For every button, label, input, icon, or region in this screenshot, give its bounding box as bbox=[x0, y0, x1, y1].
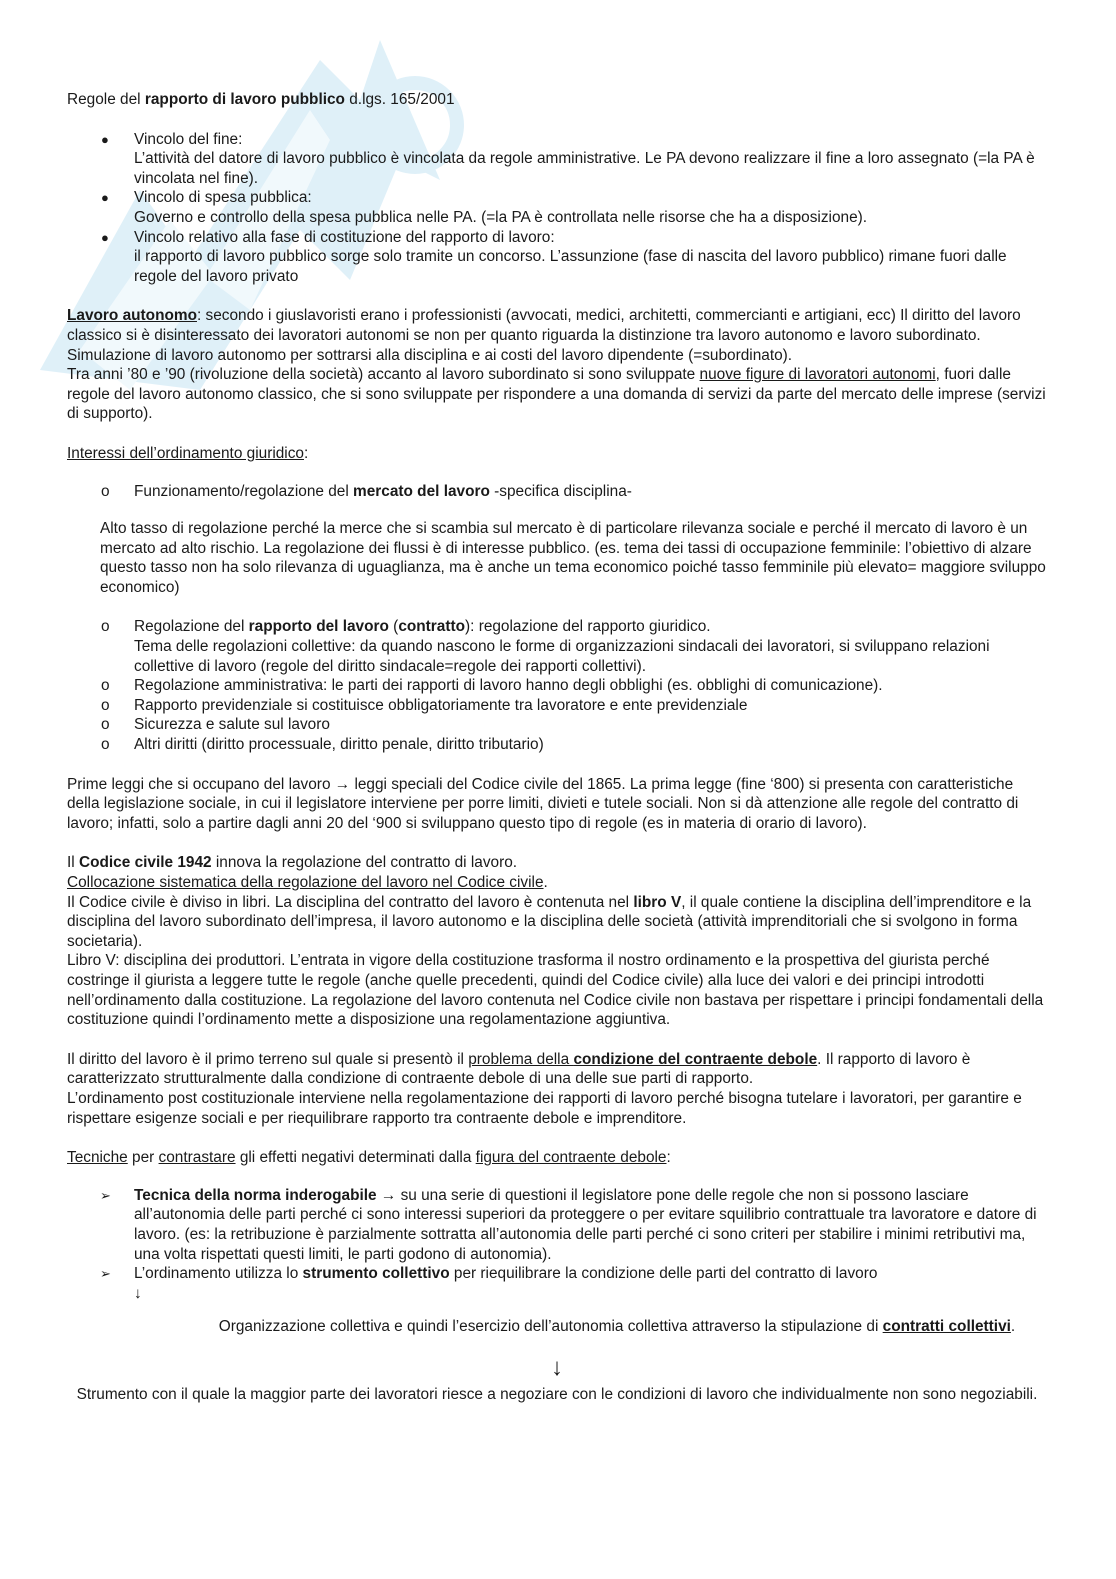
bullet-icon: ● bbox=[101, 190, 109, 206]
list-item: ➢ Tecnica della norma inderogabile → su una serie di questioni il legislatore pone delle regole che non si possono lasciare all’autonomia delle parti perché ci sono interessi superiori da proteggere o per evitare squilibrio contrattuale tra lavoratore e datore di lavoro. (es: la retribuzione è parzialmente sottratta all’autonomia delle parti perché ci sono criteri per stabilire i minimi retributivi ma, una volta rispettati questi limiti, le parti godono di autonomia). bbox=[100, 1186, 1037, 1263]
arrow-bullet-icon: ➢ bbox=[100, 1266, 111, 1282]
circle-bullet-icon: o bbox=[101, 736, 110, 754]
arrow-bullet-icon: ➢ bbox=[100, 1187, 111, 1203]
interessi-list-b bbox=[67, 617, 1047, 754]
list-item: ● Vincolo di spesa pubblica: Governo e controllo della spesa pubblica nelle PA. (=la PA è controllata nelle risorse che ha a disposizione). bbox=[101, 189, 868, 226]
paragraph-strumento-finale: Strumento con il quale la maggior parte dei lavoratori riesce a negoziare con le condizioni di lavoro che individualmente non sono negoziabili. bbox=[76, 1385, 1038, 1403]
circle-bullet-icon: o bbox=[101, 716, 110, 734]
paragraph-contraente-debole: Il diritto del lavoro è il primo terreno sul quale si presentò il problema della condizione del contraente debole. Il rapporto di lavoro è caratterizzato strutturalmente dalla condizione di contraente debole di una delle sue parti di rapporto. L’ordinamento post costituzionale interviene nella regolamentazione dei rapporti di lavoro perché bisogna tutelare i lavoratori, per garantire e rispettare esigenze sociali e per riequilibrare rapporto tra contraente debole e imprenditore. bbox=[67, 1050, 1022, 1127]
down-arrow-large-icon: ↓ bbox=[551, 1353, 563, 1381]
public-constraints-list bbox=[67, 130, 1047, 287]
bullet-icon: ● bbox=[101, 131, 109, 147]
circle-bullet-icon: o bbox=[101, 696, 110, 714]
section-heading-public-employment: Regole del rapporto di lavoro pubblico d.lgs. 165/2001 bbox=[67, 91, 455, 108]
term-lavoro-autonomo: Lavoro autonomo bbox=[67, 307, 197, 325]
bullet-icon: ● bbox=[101, 229, 109, 245]
paragraph-organizzazione-collettiva: Organizzazione collettiva e quindi l’esercizio dell’autonomia collettiva attraverso la stipulazione di contratti collettivi. bbox=[218, 1318, 1016, 1336]
paragraph-codice-civile: Il Codice civile 1942 innova la regolazione del contratto di lavoro. Collocazione sistematica della regolazione del lavoro nel Codice civile. Il Codice civile è diviso in libri. La disciplina del contratto del lavoro è contenuta nel libro V, il quale contiene la disciplina dell’imprenditore e la disciplina del lavoro subordinato dell’impresa, il lavoro autonomo e la disciplina delle società (attività imprenditoriali che si svolgono in forma societaria). Libro V: disciplina dei produttori. L’entrata in vigore della costituzione trasforma il nostro ordinamento e la prospettiva del giurista perché costringe il giurista a leggere tutte le regole (anche quelle precedenti, quindi del Codice civile) alla luce dei valori e dei principi introdotti nell’ordinamento dalla costituzione. La regolazione del lavoro contenuta nel Codice civile non bastava per rispettare i principi fondamentali della costituzione quindi l’ordinamento mette a disposizione una regolamentazione aggiuntiva. bbox=[67, 854, 1044, 1029]
tecniche-list bbox=[67, 1186, 1047, 1284]
list-item: o Funzionamento/regolazione del mercato del lavoro -specifica disciplina- bbox=[101, 482, 632, 500]
list-item: o Rapporto previdenziale si costituisce obbligatoriamente tra lavoratore e ente previdenziale bbox=[101, 696, 748, 714]
document-page bbox=[67, 90, 1047, 1404]
list-item: o Regolazione amministrativa: le parti dei rapporti di lavoro hanno degli obblighi (es. obblighi di comunicazione). bbox=[101, 677, 883, 695]
list-item: ➢ L’ordinamento utilizza lo strumento collettivo per riequilibrare la condizione delle parti del contratto di lavoro bbox=[100, 1265, 878, 1283]
paragraph-mercato: Alto tasso di regolazione perché la merce che si scambia sul mercato è di particolare rilevanza sociale e perché il mercato di lavoro è un mercato ad alto rischio. La regolazione dei flussi è di interesse pubblico. (es. tema dei tassi di occupazione femminile: l’obiettivo di alzare questo tasso non ha solo rilevanza di uguaglianza, ma è anche un tema economico poiché tasso femminile più elevato= maggiore sviluppo economico) bbox=[100, 520, 1046, 596]
paragraph-lavoro-autonomo: Lavoro autonomo: secondo i giuslavoristi erano i professionisti (avvocati, medici, architetti, commercianti e artigiani, ecc) Il diritto del lavoro classico si è disinteressato dei lavoratori autonomi se non per quanto riguarda la distinzione tra lavoro autonomo e lavoro subordinato. Simulazione di lavoro autonomo per sottrarsi alla disciplina e ai costi del lavoro dipendente (=subordinato). Tra anni ’80 e ’90 (rivoluzione della società) accanto al lavoro subordinato si sono sviluppate nuove figure di lavoratori autonomi, fuori dalle regole del lavoro autonomo classico, che si sono sviluppate per rispondere a una domanda di servizi da parte del mercato delle imprese (servizi di supporto). bbox=[67, 307, 1046, 423]
list-item: o Altri diritti (diritto processuale, diritto penale, diritto tributario) bbox=[101, 736, 544, 754]
list-item: o Regolazione del rapporto del lavoro (contratto): regolazione del rapporto giuridico. Tema delle regolazioni collettive: da quando nascono le forme di organizzazioni sindacali dei lavoratori, si sviluppano relazioni collettive di lavoro (regole del diritto sindacale=regole dei rapporti collettivi). bbox=[101, 618, 990, 675]
list-item: ● Vincolo relativo alla fase di costituzione del rapporto di lavoro: il rapporto di lavoro pubblico sorge solo tramite un concorso. L’assunzione (fase di nascita del lavoro pubblico) rimane fuori dalle regole del lavoro privato bbox=[101, 228, 1007, 285]
circle-bullet-icon: o bbox=[101, 618, 110, 636]
list-item: ● Vincolo del fine: L’attività del datore di lavoro pubblico è vincolata da regole amministrative. Le PA devono realizzare il fine a loro assegnato (=la PA è vincolata nel fine). bbox=[101, 130, 1035, 187]
circle-bullet-icon: o bbox=[101, 482, 110, 500]
interessi-list-a bbox=[67, 482, 1047, 502]
heading-tecniche: Tecniche per contrastare gli effetti negativi determinati dalla figura del contraente debole: bbox=[67, 1149, 671, 1167]
circle-bullet-icon: o bbox=[101, 677, 110, 695]
paragraph-prime-leggi: Prime leggi che si occupano del lavoro → leggi speciali del Codice civile del 1865. La prima legge (fine ‘800) si presenta con caratteristiche della legislazione sociale, in cui il legislatore interviene per porre limiti, divieti e tutele sociali. Non si dà attenzione alle regole del contratto di lavoro; infatti, solo a partire dagli anni 20 del ‘900 si sviluppano questo tipo di regole (es in materia di orario di lavoro). bbox=[67, 775, 1019, 832]
down-arrow-small-icon: ↓ bbox=[134, 1284, 142, 1302]
heading-interessi: Interessi dell’ordinamento giuridico: bbox=[67, 444, 309, 462]
list-item: o Sicurezza e salute sul lavoro bbox=[101, 716, 330, 734]
